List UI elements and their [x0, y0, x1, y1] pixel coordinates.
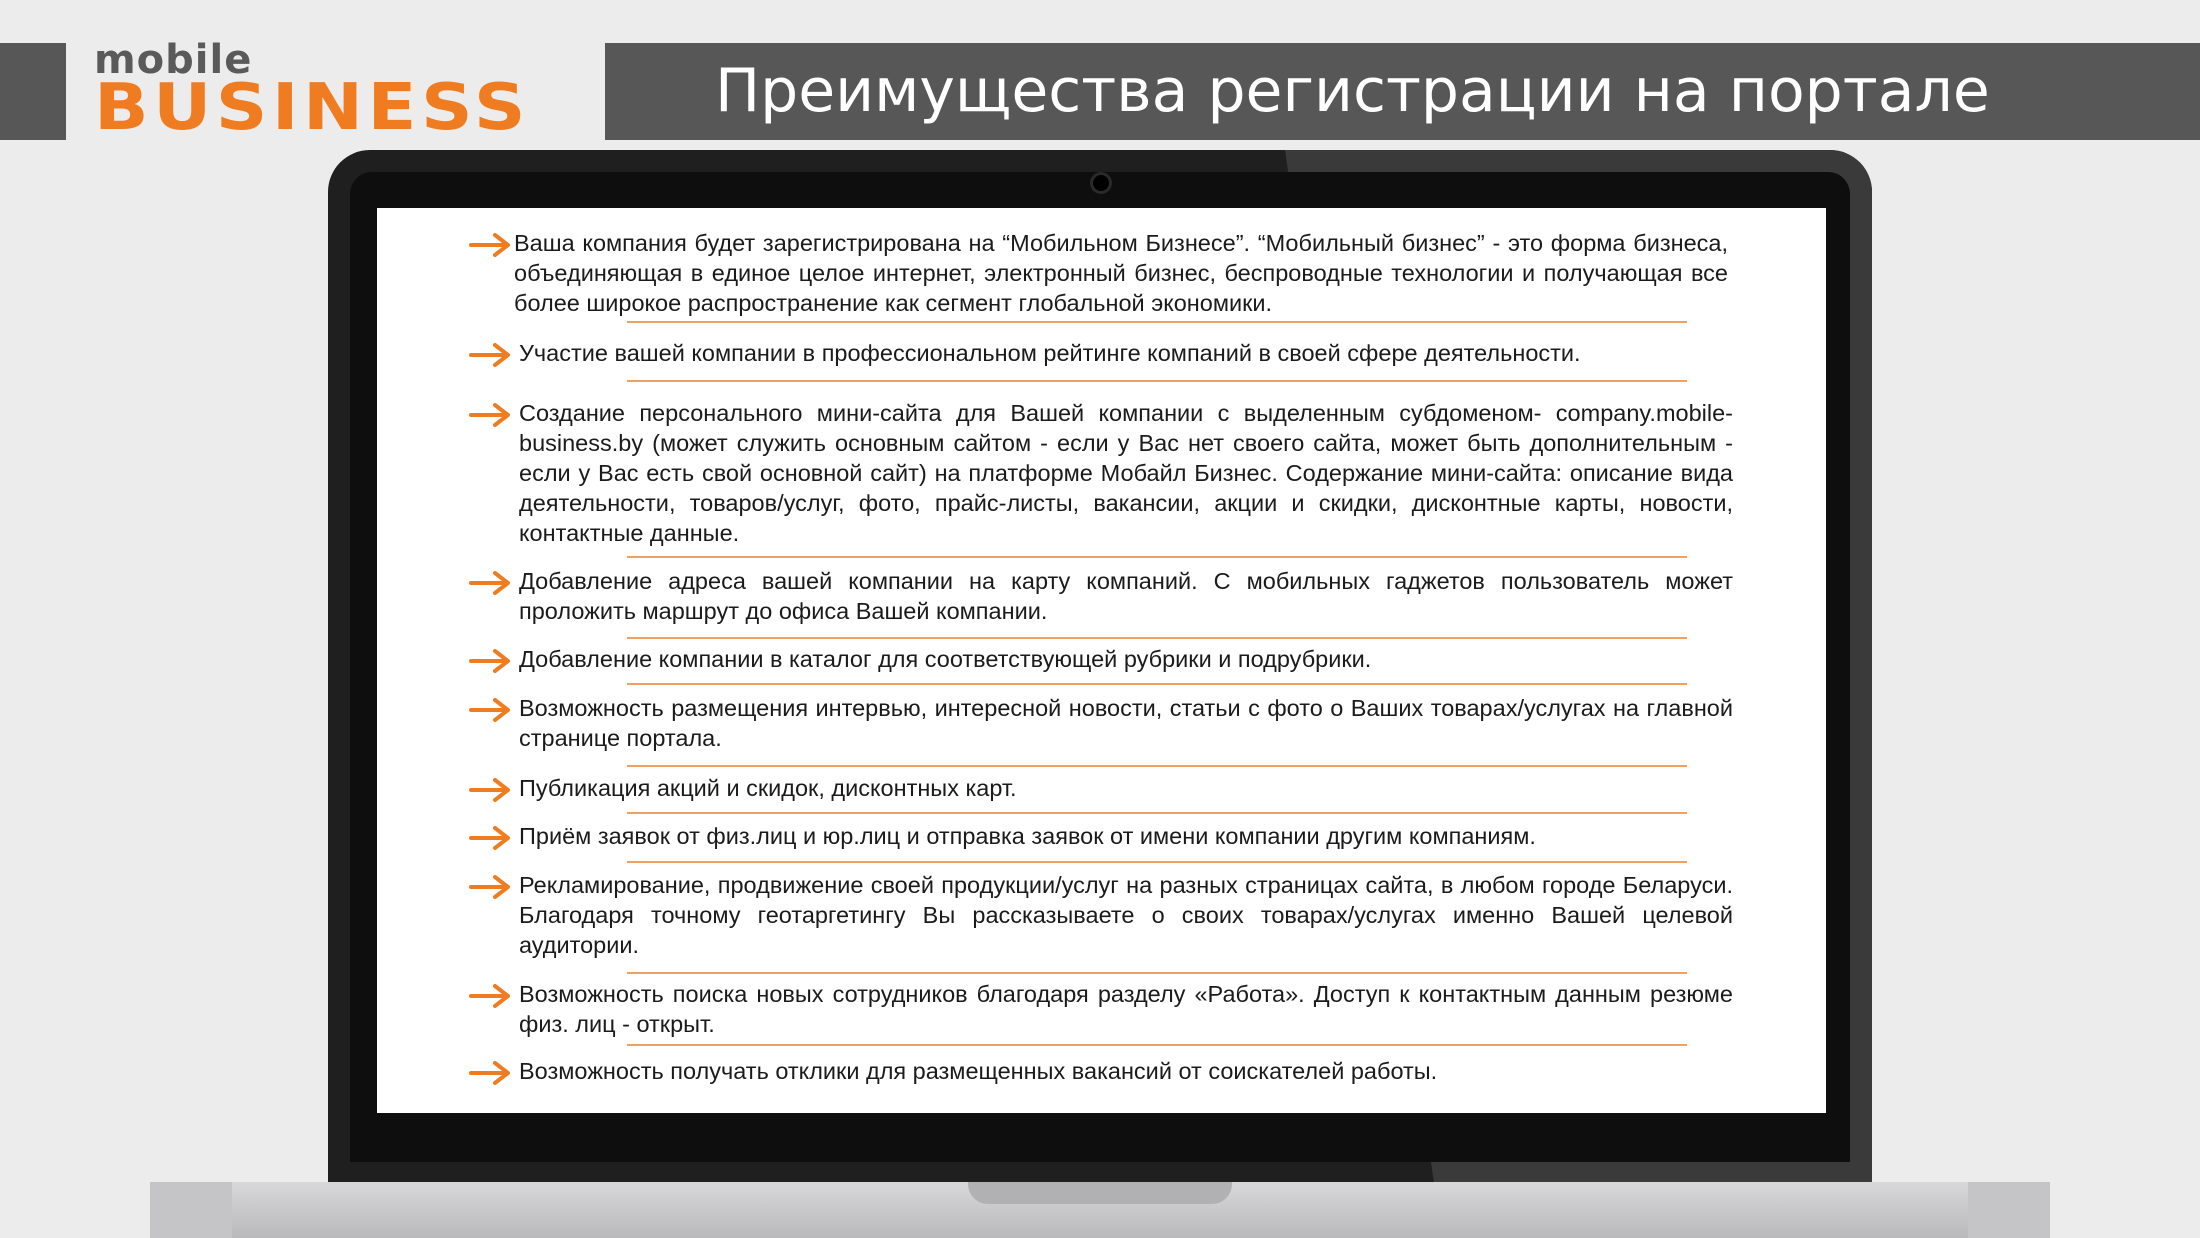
- item-divider: [627, 972, 1687, 974]
- item-divider: [627, 637, 1687, 639]
- header-left-bar: [0, 43, 66, 140]
- laptop-base-edge-left: [150, 1182, 232, 1238]
- arrow-right-icon: [469, 777, 513, 803]
- arrow-right-icon: [469, 874, 513, 900]
- laptop-base-edge-right: [1968, 1182, 2050, 1238]
- list-item-text: Добавление компании в каталог для соответствующей рубрики и подрубрики.: [519, 646, 1372, 672]
- list-item-text: Возможность поиска новых сотрудников благодаря разделу «Работа». Доступ к контактным данным резюме физ. лиц - открыт.: [519, 981, 1733, 1037]
- arrow-right-icon: [469, 697, 513, 723]
- logo-bottom-text: BUSINESS: [94, 71, 530, 145]
- arrow-right-icon: [469, 570, 513, 596]
- title-bar: [605, 43, 2200, 140]
- webcam-icon: [1093, 175, 1109, 191]
- list-item-text: Возможность получать отклики для размещенных вакансий от соискателей работы.: [519, 1058, 1438, 1084]
- list-item-text: Возможность размещения интервью, интересной новости, статьи с фото о Ваших товарах/услугах на главной странице портала.: [519, 695, 1733, 751]
- list-item-text: Рекламирование, продвижение своей продукции/услуг на разных страницах сайта, в любом городе Беларуси. Благодаря точному геотаргетингу Вы рассказываете о своих товарах/услугах именно Вашей целевой аудитории.: [519, 872, 1733, 958]
- item-divider: [627, 321, 1687, 323]
- arrow-right-icon: [469, 232, 513, 258]
- mobile-business-logo: [94, 37, 564, 145]
- list-item-text: Публикация акций и скидок, дисконтных карт.: [519, 775, 1017, 801]
- item-divider: [627, 812, 1687, 814]
- item-divider: [627, 1044, 1687, 1046]
- list-item-text: Добавление адреса вашей компании на карту компаний. С мобильных гаджетов пользователь может проложить маршрут до офиса Вашей компании.: [519, 568, 1733, 624]
- laptop-opening-notch: [968, 1182, 1232, 1204]
- list-item-text: Участие вашей компании в профессиональном рейтинге компаний в своей сфере деятельности.: [519, 340, 1581, 366]
- arrow-right-icon: [469, 983, 513, 1009]
- page-title: Преимущества регистрации на портале: [715, 56, 1990, 126]
- item-divider: [627, 556, 1687, 558]
- item-divider: [627, 380, 1687, 382]
- arrow-right-icon: [469, 342, 513, 368]
- item-divider: [627, 861, 1687, 863]
- arrow-right-icon: [469, 825, 513, 851]
- arrow-right-icon: [469, 402, 513, 428]
- laptop-screen: [377, 208, 1826, 1113]
- list-item-text: Приём заявок от физ.лиц и юр.лиц и отправка заявок от имени компании другим компаниям.: [519, 823, 1536, 849]
- item-divider: [627, 683, 1687, 685]
- arrow-right-icon: [469, 648, 513, 674]
- list-item-text: Создание персонального мини-сайта для Вашей компании с выделенным субдоменом- company.mobile-business.by (может служить основным сайтом - если у Вас нет своего сайта, может быть дополнительным - если у Вас есть свой основной сайт) на платформе Мобайл Бизнес. Содержание мини-сайта: описание вида деятельности, товаров/услуг, фото, прайс-листы, вакансии, акции и скидки, дисконтные карты, новости, контактные данные.: [519, 400, 1733, 546]
- list-item-text: Ваша компания будет зарегистрирована на “Мобильном Бизнесе”. “Мобильный бизнес” - это форма бизнеса, объединяющая в единое целое интернет, электронный бизнес, беспроводные технологии и получающая все более широкое распространение как сегмент глобальной экономики.: [514, 230, 1728, 316]
- item-divider: [627, 765, 1687, 767]
- logo-top-text: mobile: [94, 37, 253, 83]
- arrow-right-icon: [469, 1060, 513, 1086]
